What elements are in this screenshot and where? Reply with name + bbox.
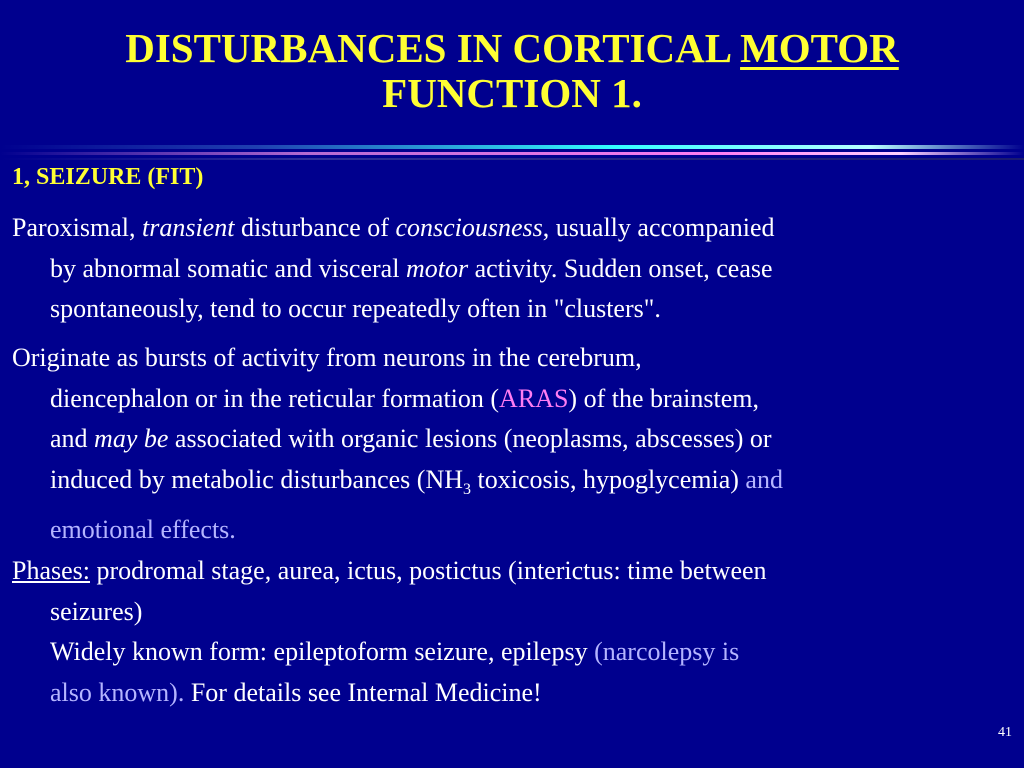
text-line: by abnormal somatic and visceral motor activity. Sudden onset, cease [50,253,773,283]
paragraph-origin [12,338,1016,551]
paragraph-phases [12,551,1016,713]
text-line: Widely known form: epileptoform seizure, epilepsy (narcolepsy is [50,637,740,666]
divider-dark [0,158,1024,160]
text-line: diencephalon or in the reticular formation (ARAS) of the brainstem, [50,383,760,413]
title-line-2: FUNCTION 1. [382,70,642,116]
slide-title [0,26,1024,116]
text-line: Phases: prodromal stage, aurea, ictus, postictus (interictus: time between [12,556,767,585]
title-line-1: DISTURBANCES IN CORTICAL MOTOR [125,25,899,71]
text-line: also known). For details see Internal Medicine! [50,677,542,707]
text-line: induced by metabolic disturbances ($NH_3$ toxicosis, hypoglycemia) and [50,464,783,498]
text-line: and may be associated with organic lesions (neoplasms, abscesses) or [50,424,772,453]
phases-label: Phases: [12,556,90,585]
title-underlined-word: MOTOR [740,25,899,71]
text-line: spontaneously, tend to occur repeatedly often in "clusters". [50,294,661,323]
paragraph-definition [12,208,1016,330]
text-line: Originate as bursts of activity from neurons in the cerebrum, [12,343,642,372]
text-line: Paroxismal, transient disturbance of consciousness, usually accompanied [12,213,775,242]
text-line: seizures) [50,596,143,626]
divider-pink [0,152,1024,155]
page-number: 41 [998,725,1012,740]
divider-cyan [0,145,1024,149]
aras-term: ARAS [499,383,569,413]
subheading: 1, SEIZURE (FIT) [12,164,204,190]
text-line: emotional effects. [50,515,236,545]
